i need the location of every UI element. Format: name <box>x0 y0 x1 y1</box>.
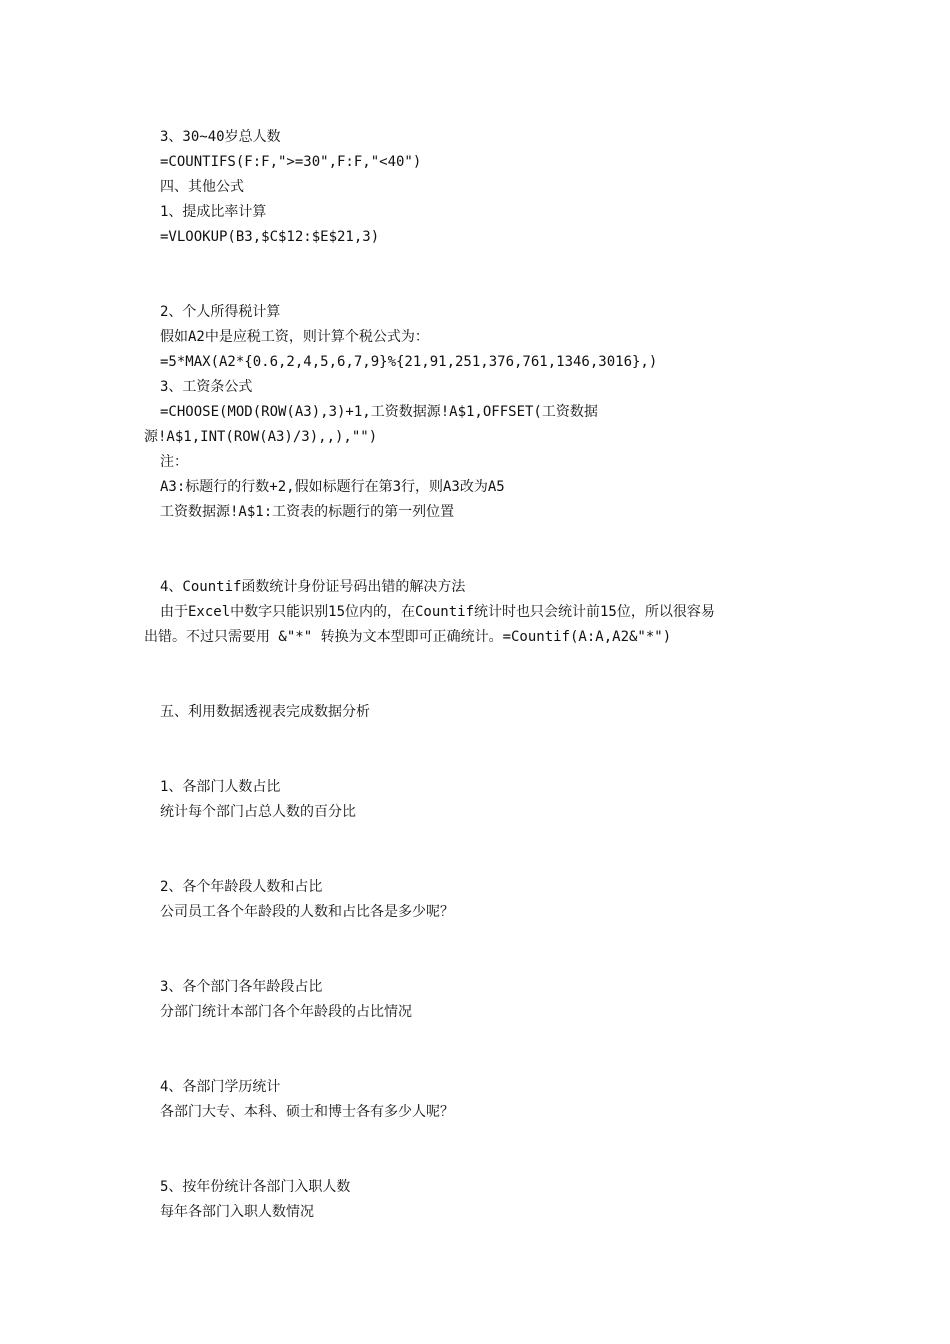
note-source: 工资数据源!A$1:工资表的标题行的第一列位置 <box>160 504 455 520</box>
formula-vlookup: =VLOOKUP(B3,$C$12:$E$21,3) <box>160 229 380 245</box>
formula-tax: =5*MAX(A2*{0.6,2,4,5,6,7,9}%{21,91,251,376,761,1346,3016},) <box>160 354 658 370</box>
desc-dept-education: 各部门大专、本科、硕士和博士各有多少人呢？ <box>160 1104 454 1120</box>
heading-age-30-40: 3、30~40岁总人数 <box>160 129 281 145</box>
paragraph-countif-line-2: 出错。不过只需要用 &"*" 转换为文本型即可正确统计。=Countif(A:A,A2&"*") <box>144 629 672 645</box>
paragraph-tax-intro: 假如A2中是应税工资，则计算个税公式为： <box>160 329 429 345</box>
heading-income-tax: 2、个人所得税计算 <box>160 304 281 320</box>
heading-dept-headcount: 1、各部门人数占比 <box>160 779 281 795</box>
paragraph-countif-line-1: 由于Excel中数字只能识别15位内的，在Countif统计时也只会统计前15位，所以很容易 <box>160 604 715 620</box>
note-a3: A3:标题行的行数+2,假如标题行在第3行，则A3改为A5 <box>160 479 505 495</box>
desc-dept-age: 分部门统计本部门各个年龄段的占比情况 <box>160 1004 412 1020</box>
heading-countif-id: 4、Countif函数统计身份证号码出错的解决方法 <box>160 579 466 595</box>
formula-choose-line-1: =CHOOSE(MOD(ROW(A3),3)+1,工资数据源!A$1,OFFSET(工资数据 <box>160 404 598 420</box>
desc-age-groups: 公司员工各个年龄段的人数和占比各是多少呢？ <box>160 904 454 920</box>
section-other-formulas: 四、其他公式 <box>160 179 244 195</box>
heading-payslip-formula: 3、工资条公式 <box>160 379 253 395</box>
heading-age-groups: 2、各个年龄段人数和占比 <box>160 879 323 895</box>
heading-dept-age: 3、各个部门各年龄段占比 <box>160 979 323 995</box>
section-pivot-analysis: 五、利用数据透视表完成数据分析 <box>160 704 370 720</box>
note-label: 注： <box>160 454 188 470</box>
formula-countifs: =COUNTIFS(F:F,">=30",F:F,"<40") <box>160 154 422 170</box>
heading-yearly-hires: 5、按年份统计各部门入职人数 <box>160 1179 351 1195</box>
heading-commission-rate: 1、提成比率计算 <box>160 204 267 220</box>
desc-dept-headcount: 统计每个部门占总人数的百分比 <box>160 804 356 820</box>
formula-choose-line-2: 源!A$1,INT(ROW(A3)/3),,),"") <box>144 429 378 445</box>
heading-dept-education: 4、各部门学历统计 <box>160 1079 281 1095</box>
desc-yearly-hires: 每年各部门入职人数情况 <box>160 1204 314 1220</box>
